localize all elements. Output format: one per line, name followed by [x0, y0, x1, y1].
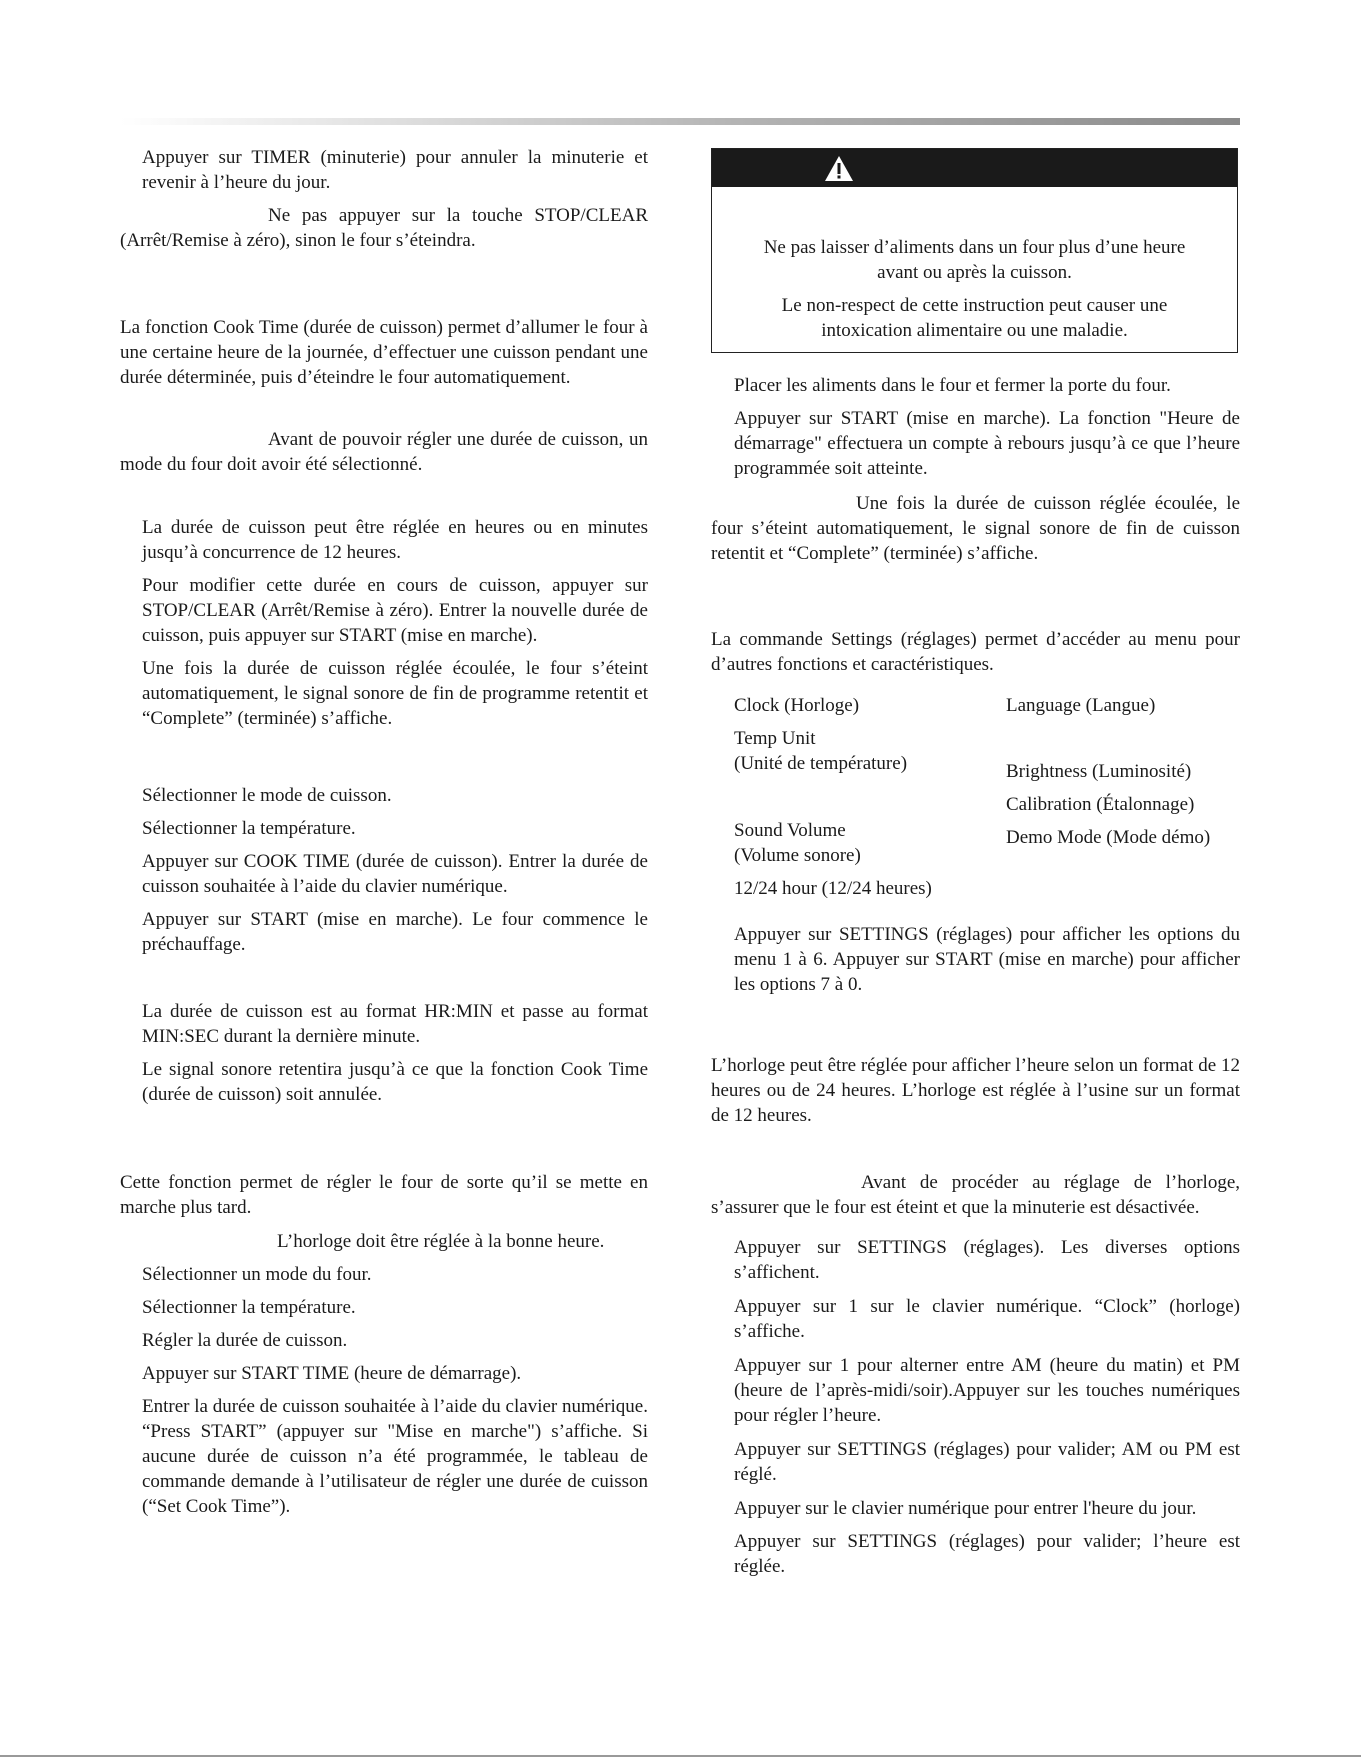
cook-time-intro: La fonction Cook Time (durée de cuisson) permet d’allumer le four à une certaine heure de la journée, d’effectuer une cuisson pendant une durée déterminée, puis d’éteindre le four automatiquement.: [120, 317, 648, 388]
note-mode-required: Avant de pouvoir régler une durée de cuisson, un mode du four doit avoir été sélectionné.: [120, 429, 648, 475]
footer-rule: [0, 1755, 1361, 1757]
list-item: Appuyer sur COOK TIME (durée de cuisson). Entrer la durée de cuisson souhaitée à l’aide du clavier numérique.: [142, 851, 648, 897]
clock-intro: L’horloge peut être réglée pour afficher l’heure selon un format de 12 heures ou de 24 heures. L’horloge est réglée à l’usine sur un format de 12 heures.: [711, 1055, 1240, 1126]
list-item: Une fois la durée de cuisson réglée écoulée, le four s’éteint automatiquement, le signal sonore de fin de programme retentit et “Complete” (terminée) s’affiche.: [142, 658, 648, 729]
warning-header: [712, 149, 1237, 187]
list-item: Entrer la durée de cuisson souhaitée à l’aide du clavier numérique. “Press START” (appuyer sur "Mise en marche") s’affiche. Si aucune durée de cuisson n’a été programmée, le tableau de commande demande à l’utilisateur de régler une durée de cuisson (“Set Cook Time”).: [142, 1396, 648, 1517]
settings-intro: La commande Settings (réglages) permet d’accéder au menu pour d’autres fonctions et caractéristiques.: [711, 629, 1240, 675]
list-item: Sélectionner un mode du four.: [142, 1264, 372, 1285]
list-item: Sélectionner la température.: [142, 1297, 356, 1318]
list-item: Appuyer sur 1 pour alterner entre AM (heure du matin) et PM (heure de l’après-midi/soir).Appuyer sur les touches numériques pour régler l’heure.: [734, 1355, 1240, 1426]
list-item: Appuyer sur START (mise en marche). La fonction "Heure de démarrage" effectuera un compte à rebours jusqu’à ce que l’heure programmée soit atteinte.: [734, 408, 1240, 479]
warning-text-consequence: Le non-respect de cette instruction peut causer une intoxication alimentaire ou une maladie.: [781, 295, 1168, 341]
list-item: Le signal sonore retentira jusqu’à ce que la fonction Cook Time (durée de cuisson) soit annulée.: [142, 1059, 648, 1105]
settings-option: Demo Mode (Mode démo): [1006, 827, 1211, 848]
list-item: La durée de cuisson peut être réglée en heures ou en minutes jusqu’à concurrence de 12 heures.: [142, 517, 648, 563]
settings-option: Calibration (Étalonnage): [1006, 794, 1195, 815]
settings-option: Temp Unit: [734, 728, 816, 749]
note-cook-end: Une fois la durée de cuisson réglée écoulée, le four s’éteint automatiquement, le signal sonore de fin de cuisson retentit et “Complete” (terminée) s’affiche.: [711, 493, 1240, 564]
settings-option: 12/24 hour (12/24 heures): [734, 878, 932, 899]
start-time-intro: Cette fonction permet de régler le four de sorte qu’il se mette en marche plus tard.: [120, 1172, 648, 1218]
list-item: Régler la durée de cuisson.: [142, 1330, 348, 1351]
settings-option: (Unité de température): [734, 753, 908, 774]
list-item: Appuyer sur SETTINGS (réglages) pour valider; AM ou PM est réglé.: [734, 1439, 1240, 1485]
settings-option: Brightness (Luminosité): [1006, 761, 1192, 782]
settings-press-paragraph: Appuyer sur SETTINGS (réglages) pour afficher les options du menu 1 à 6. Appuyer sur START (mise en marche) pour afficher les options 7 à 0.: [734, 924, 1240, 995]
header-rule: [120, 118, 1240, 125]
settings-option: Language (Langue): [1006, 695, 1156, 716]
note-stop-clear: Ne pas appuyer sur la touche STOP/CLEAR (Arrêt/Remise à zéro), sinon le four s’éteindra.: [120, 205, 648, 251]
list-item: Appuyer sur le clavier numérique pour entrer l'heure du jour.: [734, 1498, 1197, 1519]
note-before-clock: Avant de procéder au réglage de l’horloge, s’assurer que le four est éteint et que la minuterie est désactivée.: [711, 1172, 1240, 1218]
list-item: Sélectionner la température.: [142, 818, 356, 839]
settings-option: (Volume sonore): [734, 845, 861, 866]
timer-cancel-paragraph: Appuyer sur TIMER (minuterie) pour annuler la minuterie et revenir à l’heure du jour.: [142, 147, 648, 193]
settings-option: Clock (Horloge): [734, 695, 860, 716]
settings-option: Sound Volume: [734, 820, 846, 841]
warning-text-food: Ne pas laisser d’aliments dans un four plus d’une heure avant ou après la cuisson.: [763, 237, 1186, 283]
list-item: Appuyer sur SETTINGS (réglages) pour valider; l’heure est réglée.: [734, 1531, 1240, 1577]
note-clock-set: L’horloge doit être réglée à la bonne heure.: [277, 1231, 605, 1252]
list-item: La durée de cuisson est au format HR:MIN et passe au format MIN:SEC durant la dernière minute.: [142, 1001, 648, 1047]
list-item: Sélectionner le mode de cuisson.: [142, 785, 392, 806]
list-item: Appuyer sur START TIME (heure de démarrage).: [142, 1363, 522, 1384]
warning-box: [711, 148, 1238, 353]
list-item: Appuyer sur 1 sur le clavier numérique. “Clock” (horloge) s’affiche.: [734, 1296, 1240, 1342]
list-item: Placer les aliments dans le four et fermer la porte du four.: [734, 375, 1171, 396]
list-item: Pour modifier cette durée en cours de cuisson, appuyer sur STOP/CLEAR (Arrêt/Remise à zéro). Entrer la nouvelle durée de cuisson, puis appuyer sur START (mise en marche).: [142, 575, 648, 646]
list-item: Appuyer sur START (mise en marche). Le four commence le préchauffage.: [142, 909, 648, 955]
warning-triangle-icon: [824, 155, 854, 182]
list-item: Appuyer sur SETTINGS (réglages). Les diverses options s’affichent.: [734, 1237, 1240, 1283]
